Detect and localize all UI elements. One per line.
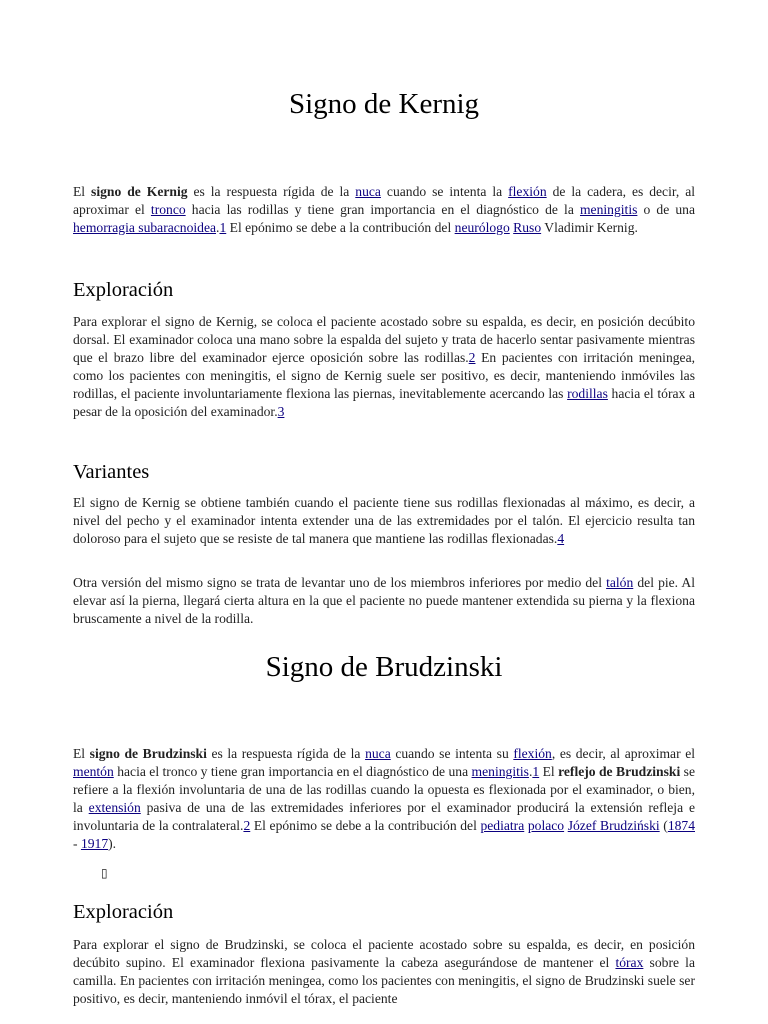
link-ruso[interactable]: Ruso xyxy=(513,220,542,235)
reference-1[interactable]: 1 xyxy=(219,220,227,235)
link-jozef-brudzinski[interactable]: Józef Brudziński xyxy=(567,818,660,833)
heading-variantes: Variantes xyxy=(73,461,150,483)
reflejo-bold-term: reflejo de Brudzinski xyxy=(558,764,681,779)
link-extension[interactable]: extensión xyxy=(88,800,141,815)
heading-exploracion-kernig: Exploración xyxy=(73,279,174,301)
page-title-brudzinski: Signo de Brudzinski xyxy=(265,651,503,683)
reference-4[interactable]: 4 xyxy=(557,531,565,546)
page-title-kernig: Signo de Kernig xyxy=(288,88,480,120)
link-neurologo[interactable]: neurólogo xyxy=(454,220,510,235)
link-hemorragia-subaracnoidea[interactable]: hemorragia subaracnoidea xyxy=(73,220,217,235)
reference-1-brudzinski[interactable]: 1 xyxy=(532,764,540,779)
brudzinski-intro-paragraph: El signo de Brudzinski es la respuesta rígida de la nuca cuando se intenta su flexión, es decir, al aproximar el mentón hacia el tronco y tiene gran importancia en el diagnóstico de una meningitis.1 El reflejo de Brudzinski se refiere a la flexión involuntaria de una de las rodillas cuando la opuesta es flexionada por el examinador, o bien, la extensión pasiva de una de las extremidades inferiores por el examinador producirá la extensión refleja e involuntaria de la contralateral.2 El epónimo se debe a la contribución del pediatra polaco Józef Brudziński (1874 - 1917). xyxy=(73,746,695,851)
link-rodillas[interactable]: rodillas xyxy=(567,386,608,401)
link-flexion-brudzinski[interactable]: flexión xyxy=(513,746,552,761)
brudzinski-exploracion-paragraph: Para explorar el signo de Brudzinski, se coloca el paciente acostado sobre su espalda, es decir, en posición decúbito supino. El examinador flexiona pasivamente la cabeza asegurándose de mantener el tórax sobre la camilla. En pacientes con irritación meningea, como los pacientes con meningitis, el signo de Brudzinski suele ser positivo, es decir, manteniendo inmóvil el tórax, el paciente xyxy=(73,937,695,1006)
link-meningitis[interactable]: meningitis xyxy=(579,202,638,217)
variantes-paragraph-2: Otra versión del mismo signo se trata de levantar uno de los miembros inferiores por medio del talón del pie. Al elevar así la pierna, llegará cierta altura en la que el paciente no puede mantener extendida su pierna y la flexiona bruscamente a nivel de la rodilla. xyxy=(73,575,696,626)
brudzinski-bold-term: signo de Brudzinski xyxy=(89,746,207,761)
kernig-bold-term: signo de Kernig xyxy=(91,184,188,199)
kernig-exploracion-paragraph: Para explorar el signo de Kernig, se coloca el paciente acostado sobre su espalda, es decir, en posición decúbito dorsal. El examinador coloca una mano sobre la espalda del sujeto y trata de hacerlo sentar pasivamente mientras que el brazo libre del examinador ejerce oposición sobre las rodillas.2 En pacientes con irritación meningea, como los pacientes con meningitis, el signo de Kernig suele ser positivo, es decir, manteniendo inmóviles las rodillas, el paciente involuntariamente flexiona las piernas, inevitablemente acercando las rodillas hacia el tórax a pesar de la oposición del examinador.3 xyxy=(73,314,695,419)
link-flexion[interactable]: flexión xyxy=(508,184,547,199)
link-year-1874[interactable]: 1874 xyxy=(667,818,695,833)
link-torax[interactable]: tórax xyxy=(615,955,644,970)
link-nuca[interactable]: nuca xyxy=(355,184,381,199)
link-tronco[interactable]: tronco xyxy=(150,202,186,217)
reference-2-brudzinski[interactable]: 2 xyxy=(243,818,251,833)
link-talon[interactable]: talón xyxy=(606,575,634,590)
reference-3[interactable]: 3 xyxy=(277,404,285,419)
heading-exploracion-brudzinski: Exploración xyxy=(73,901,174,923)
link-nuca-brudzinski[interactable]: nuca xyxy=(365,746,391,761)
link-polaco[interactable]: polaco xyxy=(527,818,565,833)
link-year-1917[interactable]: 1917 xyxy=(80,836,109,851)
link-menton[interactable]: mentón xyxy=(73,764,114,779)
reference-2[interactable]: 2 xyxy=(468,350,476,365)
link-meningitis-brudzinski[interactable]: meningitis xyxy=(471,764,529,779)
variantes-paragraph-1: El signo de Kernig se obtiene también cuando el paciente tiene sus rodillas flexionadas al máximo, es decir, a nivel del pecho y el examinador intenta extender una de las extremidades por el talón. El ejercicio resulta tan doloroso para el sujeto que se resiste de tal manera que mantiene las rodillas flexionadas.4 xyxy=(73,495,695,546)
missing-image-placeholder-icon: ▯ xyxy=(101,866,108,880)
link-pediatra[interactable]: pediatra xyxy=(480,818,525,833)
kernig-intro-paragraph: El signo de Kernig es la respuesta rígida de la nuca cuando se intenta la flexión de la cadera, es decir, al aproximar el tronco hacia las rodillas y tiene gran importancia en el diagnóstico de la meningitis o de una hemorragia subaracnoidea.1 El epónimo se debe a la contribución del neurólogo Ruso Vladimir Kernig. xyxy=(73,184,696,235)
